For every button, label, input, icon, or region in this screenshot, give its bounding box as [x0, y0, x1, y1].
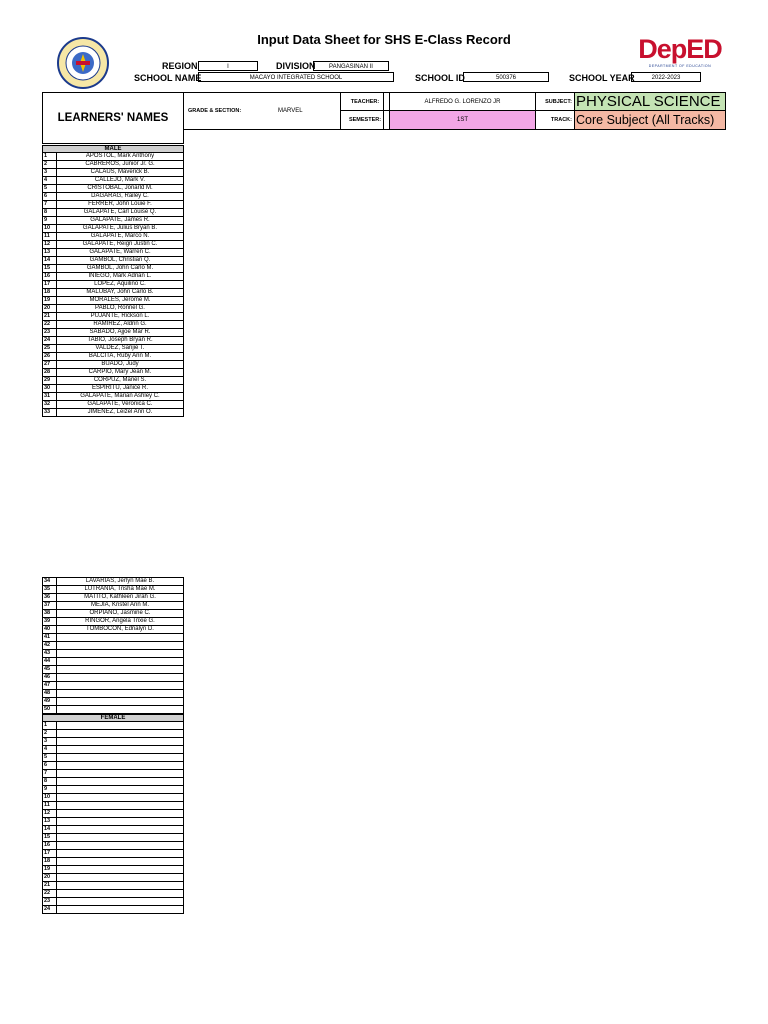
learner-row [42, 794, 184, 802]
learner-name-cell[interactable]: ESPIRITU, Janice R. [91, 385, 148, 391]
row-number: 49 [43, 698, 57, 705]
learner-name-cell[interactable]: TABIO, Joseph Bryan R. [87, 337, 153, 343]
learner-name-cell[interactable] [57, 738, 183, 745]
learner-name-cell[interactable]: GALAPATE, Reign Justin C. [82, 241, 158, 247]
learner-row [42, 682, 184, 690]
learner-name-cell[interactable]: GAMBOL, John Carlo M. [86, 265, 154, 271]
deped-logo-text: DepED [638, 34, 722, 64]
row-number: 47 [43, 682, 57, 689]
learner-name-cell[interactable]: MATITO, Kathleen Jirah G. [84, 594, 156, 600]
learner-name-cell[interactable]: MEJIA, Kristel Ann M. [90, 602, 150, 608]
learner-name-cell[interactable] [57, 826, 183, 833]
learner-name-cell[interactable] [57, 786, 183, 793]
row-number: 18 [43, 289, 57, 296]
row-number: 26 [43, 353, 57, 360]
row-number: 45 [43, 666, 57, 673]
learner-row [42, 730, 184, 738]
learner-row [42, 193, 184, 201]
learner-name-cell[interactable]: CARPIO, Mary Jean M. [88, 369, 152, 375]
learner-name-cell[interactable]: TOMBOCON, Ednalyn D. [86, 626, 154, 632]
row-number: 11 [43, 233, 57, 240]
school-name-field[interactable]: MACAYO INTEGRATED SCHOOL [198, 72, 394, 82]
learner-row [42, 842, 184, 850]
learner-row [42, 626, 184, 634]
learner-row [42, 369, 184, 377]
row-number: 3 [43, 169, 57, 176]
learner-name-cell[interactable] [57, 674, 183, 681]
learner-name-cell[interactable] [57, 850, 183, 857]
learner-row [42, 265, 184, 273]
row-number: 9 [43, 217, 57, 224]
learner-name-cell[interactable] [57, 730, 183, 737]
learner-name-cell[interactable] [57, 906, 183, 913]
learner-row [42, 602, 184, 610]
row-number: 42 [43, 642, 57, 649]
learner-row [42, 594, 184, 602]
row-number: 43 [43, 650, 57, 657]
row-number: 1 [43, 153, 57, 160]
male-learners-list [42, 145, 184, 417]
learner-name-cell[interactable]: APOSTOL, Mark Anthony [85, 153, 155, 159]
row-number: 12 [43, 810, 57, 817]
learner-row [42, 746, 184, 754]
learner-row [42, 361, 184, 369]
region-field[interactable]: I [198, 61, 258, 71]
learner-row [42, 161, 184, 169]
learner-name-cell[interactable]: RAMIREZ, Aldrin G. [93, 321, 147, 327]
learner-name-cell[interactable]: GALAPATE, Carl Louise Q. [83, 209, 157, 215]
learner-name-cell[interactable] [57, 698, 183, 705]
learner-name-cell[interactable] [57, 882, 183, 889]
learner-name-cell[interactable] [57, 858, 183, 865]
teacher-field[interactable]: ALFREDO G. LORENZO JR [389, 92, 536, 111]
row-number: 46 [43, 674, 57, 681]
learner-row [42, 185, 184, 193]
learner-row [42, 345, 184, 353]
row-number: 13 [43, 818, 57, 825]
learner-name-cell[interactable]: GALAPATE, Marian Ashley C. [80, 393, 160, 399]
row-number: 4 [43, 746, 57, 753]
learners-names-heading: LEARNERS' NAMES [42, 92, 184, 144]
learner-row [42, 810, 184, 818]
female-section-header: FEMALE [42, 714, 184, 722]
row-number: 5 [43, 754, 57, 761]
row-number: 13 [43, 249, 57, 256]
learner-row [42, 770, 184, 778]
row-number: 2 [43, 730, 57, 737]
school-year-field[interactable]: 2022-2023 [631, 72, 701, 82]
learner-name-cell[interactable] [57, 834, 183, 841]
learner-row [42, 666, 184, 674]
learner-name-cell[interactable] [57, 658, 183, 665]
learner-row [42, 674, 184, 682]
row-number: 5 [43, 185, 57, 192]
row-number: 11 [43, 802, 57, 809]
row-number: 24 [43, 337, 57, 344]
deped-logo [630, 34, 730, 70]
row-number: 31 [43, 393, 57, 400]
learner-row [42, 722, 184, 730]
learner-row [42, 778, 184, 786]
subject-field[interactable]: PHYSICAL SCIENCE [574, 92, 726, 111]
learner-row [42, 321, 184, 329]
semester-label: SEMESTER: [340, 110, 390, 130]
row-number: 9 [43, 786, 57, 793]
learner-row [42, 297, 184, 305]
learner-name-cell[interactable]: PABLO, Ronnel G. [95, 305, 145, 311]
learner-row [42, 313, 184, 321]
learner-row [42, 353, 184, 361]
learner-row [42, 738, 184, 746]
row-number: 23 [43, 329, 57, 336]
row-number: 33 [43, 409, 57, 416]
learner-row [42, 834, 184, 842]
learner-row [42, 177, 184, 185]
learner-name-cell[interactable] [57, 634, 183, 641]
row-number: 41 [43, 634, 57, 641]
learner-name-cell[interactable]: GALAPATE, Julius Bryan B. [82, 225, 158, 231]
row-number: 12 [43, 241, 57, 248]
learner-row [42, 826, 184, 834]
row-number: 14 [43, 826, 57, 833]
page-title: Input Data Sheet for SHS E-Class Record [257, 32, 511, 47]
learner-name-cell[interactable] [57, 746, 183, 753]
learner-row [42, 906, 184, 914]
learner-name-cell[interactable] [57, 842, 183, 849]
male-section-header: MALE [42, 145, 184, 153]
learner-row [42, 409, 184, 417]
learner-row [42, 241, 184, 249]
learner-name-cell[interactable]: ORPIANO, Jasmine C. [89, 610, 151, 616]
learner-row [42, 273, 184, 281]
row-number: 10 [43, 794, 57, 801]
learner-row [42, 586, 184, 594]
row-number: 2 [43, 161, 57, 168]
learner-row [42, 658, 184, 666]
row-number: 50 [43, 706, 57, 713]
row-number: 1 [43, 722, 57, 729]
learner-name-cell[interactable]: RINGOR, Angela Trixie G. [85, 618, 155, 624]
learner-name-cell[interactable]: GALAPATE, Warren C. [89, 249, 151, 255]
learner-row [42, 762, 184, 770]
learner-name-cell[interactable] [57, 794, 183, 801]
learner-name-cell[interactable] [57, 762, 183, 769]
row-number: 6 [43, 193, 57, 200]
row-number: 15 [43, 834, 57, 841]
semester-field[interactable]: 1ST [389, 110, 536, 130]
learner-row [42, 858, 184, 866]
row-number: 4 [43, 177, 57, 184]
learner-row [42, 850, 184, 858]
learner-name-cell[interactable]: CRISTOBAL, Jonarld M. [87, 185, 153, 191]
row-number: 35 [43, 586, 57, 593]
learner-name-cell[interactable]: LUTRANIA, Trisha Mae M. [84, 586, 156, 592]
learner-row [42, 385, 184, 393]
learner-row [42, 249, 184, 257]
row-number: 19 [43, 866, 57, 873]
school-id-field[interactable]: 500376 [463, 72, 549, 82]
learner-name-cell[interactable]: CALAUS, Maverick B. [90, 169, 150, 175]
learner-row [42, 289, 184, 297]
row-number: 17 [43, 850, 57, 857]
learner-row [42, 882, 184, 890]
learner-name-cell[interactable] [57, 690, 183, 697]
learner-row [42, 281, 184, 289]
learner-name-cell[interactable] [57, 754, 183, 761]
learner-name-cell[interactable] [57, 706, 183, 713]
learner-name-cell[interactable] [57, 666, 183, 673]
learner-row [42, 866, 184, 874]
learner-name-cell[interactable]: DAGARAG, Railey C. [91, 193, 149, 199]
learner-row [42, 225, 184, 233]
learner-name-cell[interactable] [57, 722, 183, 729]
row-number: 7 [43, 201, 57, 208]
row-number: 21 [43, 882, 57, 889]
learner-name-cell[interactable] [57, 818, 183, 825]
learner-row [42, 393, 184, 401]
learner-name-cell[interactable] [57, 650, 183, 657]
learner-name-cell[interactable]: FERRER, John Louie F. [88, 201, 152, 207]
row-number: 16 [43, 273, 57, 280]
learner-row [42, 698, 184, 706]
learner-name-cell[interactable]: BALCITA, Ruby Ann M. [88, 353, 152, 359]
grade-section-value[interactable]: MARVEL [278, 108, 303, 114]
row-number: 3 [43, 738, 57, 745]
row-number: 44 [43, 658, 57, 665]
row-number: 19 [43, 297, 57, 304]
learner-name-cell[interactable]: GALAPATE, Marco N. [90, 233, 150, 239]
teacher-label: TEACHER: [340, 92, 390, 111]
learners-header [42, 92, 726, 130]
learner-row [42, 642, 184, 650]
learner-name-cell[interactable]: CABREROS, Junior Jr. G. [85, 161, 155, 167]
division-label: DIVISION [276, 61, 316, 71]
learner-row [42, 401, 184, 409]
learner-row [42, 209, 184, 217]
learner-row [42, 305, 184, 313]
row-number: 16 [43, 842, 57, 849]
grade-section-label: GRADE & SECTION: [188, 108, 242, 114]
learner-row [42, 618, 184, 626]
learner-name-cell[interactable] [57, 770, 183, 777]
learner-name-cell[interactable] [57, 866, 183, 873]
learner-name-cell[interactable] [57, 874, 183, 881]
learner-name-cell[interactable] [57, 898, 183, 905]
learner-name-cell[interactable]: PUJANTE, Rickson L. [90, 313, 150, 319]
row-number: 23 [43, 898, 57, 905]
row-number: 36 [43, 594, 57, 601]
division-field[interactable]: PANGASINAN II [313, 61, 389, 71]
row-number: 8 [43, 778, 57, 785]
track-label: TRACK: [535, 110, 575, 130]
row-number: 6 [43, 762, 57, 769]
learner-name-cell[interactable] [57, 642, 183, 649]
learner-row [42, 169, 184, 177]
school-name-label: SCHOOL NAME [134, 73, 202, 83]
deped-logo-subtext: DEPARTMENT OF EDUCATION [648, 64, 712, 68]
learner-row [42, 217, 184, 225]
learner-row [42, 898, 184, 906]
learner-name-cell[interactable] [57, 810, 183, 817]
row-number: 15 [43, 265, 57, 272]
row-number: 22 [43, 321, 57, 328]
learner-name-cell[interactable]: MORALES, Jerome M. [89, 297, 151, 303]
row-number: 37 [43, 602, 57, 609]
row-number: 38 [43, 610, 57, 617]
school-id-label: SCHOOL ID [415, 73, 465, 83]
region-label: REGION [162, 61, 198, 71]
school-year-label: SCHOOL YEAR [569, 73, 635, 83]
row-number: 7 [43, 770, 57, 777]
learner-row [42, 377, 184, 385]
row-number: 34 [43, 578, 57, 585]
learner-row [42, 257, 184, 265]
row-number: 29 [43, 377, 57, 384]
deped-seal-logo [56, 36, 110, 90]
learner-row [42, 818, 184, 826]
row-number: 30 [43, 385, 57, 392]
row-number: 10 [43, 225, 57, 232]
learner-row [42, 329, 184, 337]
learner-name-cell[interactable]: CORPUZ, Mariel S. [93, 377, 147, 383]
row-number: 22 [43, 890, 57, 897]
learner-row [42, 690, 184, 698]
row-number: 18 [43, 858, 57, 865]
learner-name-cell[interactable]: JIMENEZ, Leizel Ann O. [87, 409, 153, 415]
learner-name-cell[interactable]: VALDEZ, Sanjie T. [95, 345, 145, 351]
row-number: 48 [43, 690, 57, 697]
learner-name-cell[interactable]: MALUBAY, John Carlo B. [86, 289, 154, 295]
learner-name-cell[interactable]: GALAPATE, Veronica C. [87, 401, 153, 407]
row-number: 17 [43, 281, 57, 288]
row-number: 27 [43, 361, 57, 368]
learner-name-cell[interactable] [57, 682, 183, 689]
row-number: 8 [43, 209, 57, 216]
learner-row [42, 201, 184, 209]
learner-row [42, 634, 184, 642]
learner-row [42, 153, 184, 161]
learner-name-cell[interactable] [57, 778, 183, 785]
row-number: 14 [43, 257, 57, 264]
learner-row [42, 786, 184, 794]
learner-row [42, 802, 184, 810]
learner-name-cell[interactable]: GAMBOL, Christian Q. [89, 257, 151, 263]
learner-row [42, 754, 184, 762]
male-learners-list-continued [42, 577, 184, 914]
track-field[interactable]: Core Subject (All Tracks) [574, 110, 726, 130]
row-number: 21 [43, 313, 57, 320]
learner-row [42, 233, 184, 241]
row-number: 40 [43, 626, 57, 633]
learner-row [42, 610, 184, 618]
learner-name-cell[interactable]: BUADO, Judy [101, 361, 139, 367]
learner-name-cell[interactable] [57, 802, 183, 809]
learner-name-cell[interactable]: GALAPATE, James R. [90, 217, 150, 223]
learner-row [42, 650, 184, 658]
learner-name-cell[interactable]: SABADO, Ajjoe Mar R. [89, 329, 151, 335]
learner-row [42, 578, 184, 586]
row-number: 20 [43, 874, 57, 881]
row-number: 32 [43, 401, 57, 408]
learner-name-cell[interactable] [57, 890, 183, 897]
row-number: 39 [43, 618, 57, 625]
learner-row [42, 874, 184, 882]
learner-row [42, 706, 184, 714]
row-number: 28 [43, 369, 57, 376]
learner-name-cell[interactable]: INIEGO, Mark Adrian L. [88, 273, 152, 279]
subject-label: SUBJECT: [535, 92, 575, 111]
row-number: 24 [43, 906, 57, 913]
row-number: 20 [43, 305, 57, 312]
learner-row [42, 890, 184, 898]
learner-name-cell[interactable]: LOPEZ, Aquilino C. [94, 281, 146, 287]
learner-name-cell[interactable]: LAVARIAS, Jerlyn Mae B. [85, 578, 155, 584]
row-number: 25 [43, 345, 57, 352]
learner-row [42, 337, 184, 345]
learner-name-cell[interactable]: CALLEJO, Mark V. [94, 177, 146, 183]
